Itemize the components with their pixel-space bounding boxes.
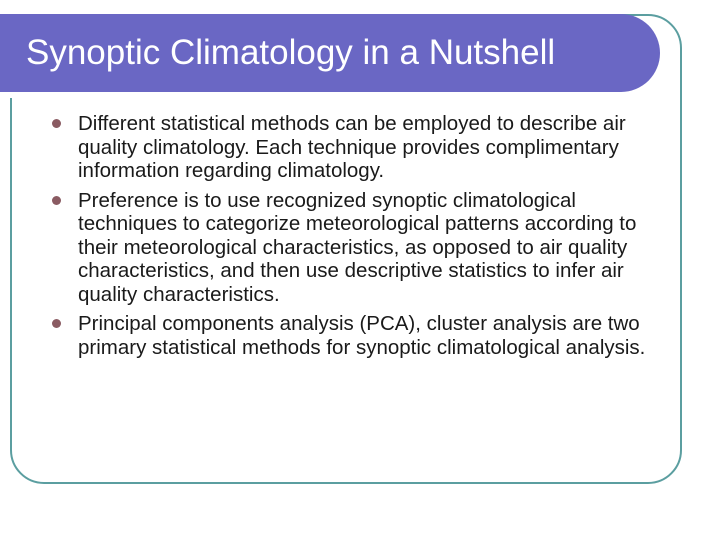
bullet-dot-icon bbox=[52, 319, 61, 328]
page-title: Synoptic Climatology in a Nutshell bbox=[26, 33, 556, 72]
list-item bbox=[44, 189, 664, 307]
bullet-list bbox=[44, 112, 664, 365]
bullet-dot-icon bbox=[52, 196, 61, 205]
bullet-dot-icon bbox=[52, 119, 61, 128]
list-item bbox=[44, 112, 664, 183]
list-item-text: Preference is to use recognized synoptic climatological techniques to categorize meteorological patterns according to their meteorological characteristics, as opposed to air quality characteristics, and then use descriptive statistics to infer air quality characteristics. bbox=[78, 188, 637, 306]
list-item-text: Different statistical methods can be employed to describe air quality climatology. Each technique provides complimentary information regarding climatology. bbox=[78, 112, 626, 182]
list-item-text: Principal components analysis (PCA), cluster analysis are two primary statistical methods for synoptic climatological analysis. bbox=[78, 312, 646, 359]
title-banner bbox=[0, 14, 660, 92]
list-item bbox=[44, 312, 664, 359]
